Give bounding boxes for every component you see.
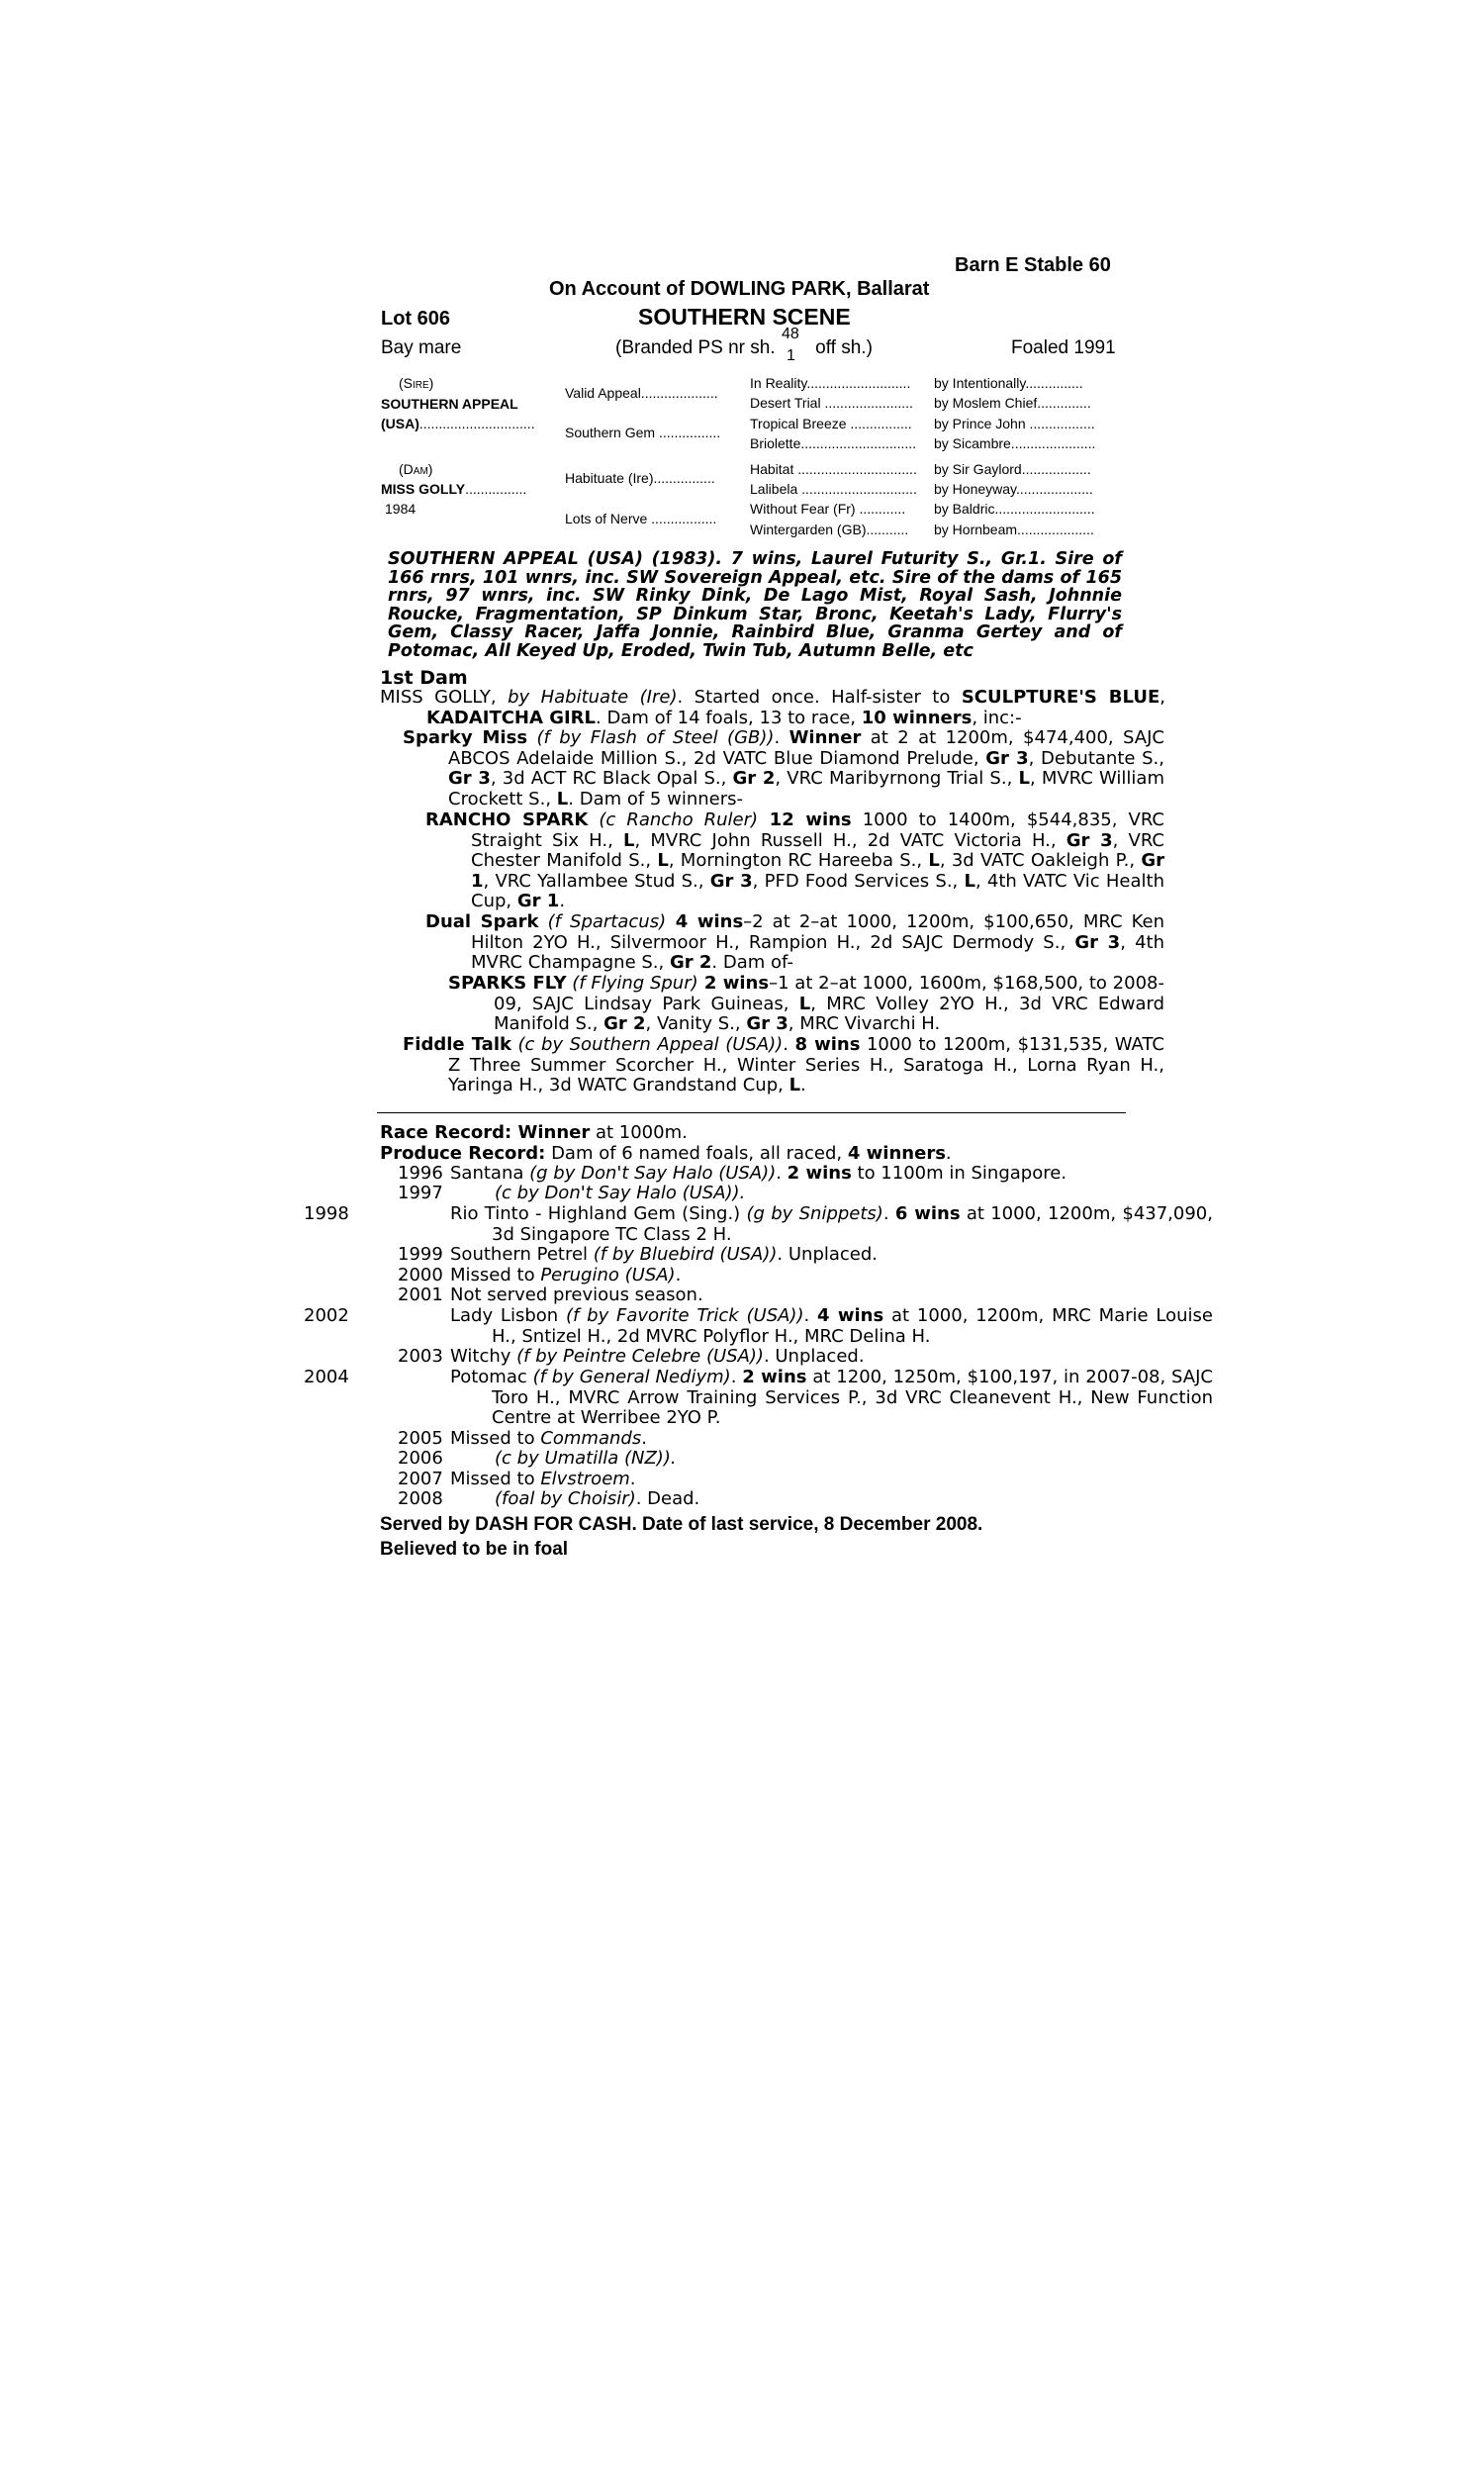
service-note: Served by DASH FOR CASH. Date of last service, 8 December 2008. — [380, 1514, 983, 1535]
ped-g4-8: by Hornbeam.................... — [934, 522, 1094, 537]
ped-g4-4: by Sicambre...................... — [934, 435, 1096, 451]
grandsire-dam: Habituate (Ire)................ — [565, 470, 715, 486]
produce-1997: 1997 (c by Don't Say Halo (USA)). — [398, 1183, 746, 1203]
progeny-rancho-spark: RANCHO SPARK (c Rancho Ruler) 12 wins 1000 to 1400m, $544,835, VRC Straight Six H., L, MVRC John Russell H., 2d VATC Victoria H., Gr 3, VRC Chester Manifold S., L, Mornington RC Hareeba S., L, 3d VATC Oakleigh P., Gr 1, VRC Yallambee Stud S., Gr 3, PFD Food Services S., L, 4th VATC Vic Health Cup, Gr 1. — [425, 809, 1165, 912]
horse-name: SOUTHERN SCENE — [638, 304, 851, 330]
dam-dots: ................ — [465, 481, 527, 497]
vendor-account: On Account of DOWLING PARK, Ballarat — [549, 278, 930, 300]
lot-number: Lot 606 — [381, 308, 451, 330]
ped-g3-8: Wintergarden (GB)........... — [750, 522, 909, 537]
brand-before: (Branded P — [615, 337, 711, 358]
ped-g4-7: by Baldric.......................... — [934, 501, 1095, 517]
produce-2008: 2008 (foal by Choisir). Dead. — [398, 1488, 700, 1509]
in-foal-note: Believed to be in foal — [380, 1539, 569, 1560]
ped-g3-3: Tropical Breeze ................ — [750, 416, 912, 431]
dam-year: 1984 — [385, 501, 417, 517]
ped-g3-2: Desert Trial ....................... — [750, 395, 913, 411]
produce-2007: 2007 Missed to Elvstroem. — [398, 1469, 636, 1489]
ped-g4-5: by Sir Gaylord.................. — [934, 461, 1091, 477]
progeny-sparks-fly: SPARKS FLY (f Flying Spur) 2 wins–1 at 2–at 1000, 1600m, $168,500, to 2008-09, SAJC Lindsay Park Guineas, L, MRC Volley 2YO H., 3d VRC Edward Manifold S., Gr 2, Vanity S., Gr 3, MRC Vivarchi H. — [448, 973, 1164, 1035]
brand-mid: S nr sh. — [710, 337, 776, 358]
produce-2006: 2006 (c by Umatilla (NZ)). — [398, 1448, 677, 1469]
brand-after: off sh.) — [815, 337, 873, 358]
dam-paragraph: MISS GOLLY, by Habituate (Ire). Started once. Half-sister to SCULPTURE'S BLUE, KADAITCHA GIRL. Dam of 14 foals, 13 to race, 10 winners, inc:- — [380, 687, 1165, 728]
progeny-sparky-miss: Sparky Miss (f by Flash of Steel (GB)). Winner at 2 at 1200m, $474,400, SAJC ABCOS Adelaide Million S., 2d VATC Blue Diamond Prelude, Gr 3, Debutante S., Gr 3, 3d ACT RC Black Opal S., Gr 2, VRC Maribyrnong Trial S., L, MVRC William Crockett S., L. Dam of 5 winners- — [403, 727, 1165, 809]
sire-name: SOUTHERN APPEAL — [381, 396, 518, 412]
ped-g3-7: Without Fear (Fr) ............ — [750, 501, 906, 517]
progeny-dual-spark: Dual Spark (f Spartacus) 4 wins–2 at 2–at 1000, 1200m, $100,650, MRC Ken Hilton 2YO H., Silvermoor H., Rampion H., 2d SAJC Dermody S., Gr 3, 4th MVRC Champagne S., Gr 2. Dam of- — [425, 911, 1164, 974]
produce-record: Produce Record: Dam of 6 named foals, all raced, 4 winners. — [380, 1143, 952, 1164]
granddam-dam: Lots of Nerve ................. — [565, 511, 717, 526]
produce-2003: 2003 Witchy (f by Peintre Celebre (USA)). Unplaced. — [398, 1346, 865, 1367]
produce-2001: 2001 Not served previous season. — [398, 1285, 703, 1305]
sire-summary: SOUTHERN APPEAL (USA) (1983). 7 wins, Laurel Futurity S., Gr.1. Sire of 166 rnrs, 101 wnrs, inc. SW Sovereign Appeal, etc. Sire of the dams of 165 rnrs, 97 wnrs, inc. SW Rinky Dink, De Lago Mist, Royal Sash, Johnnie Roucke, Fragmentation, SP Dinkum Star, Bronc, Keetah's Lady, Flurry's Gem, Classy Racer, Jaffa Jonnie, Rainbird Blue, Granma Gertey and of Potomac, All Keyed Up, Eroded, Twin Tub, Autumn Belle, etc — [388, 549, 1122, 661]
produce-1998: 1998 Rio Tinto - Highland Gem (Sing.) (g by Snippets). 6 wins at 1000, 1200m, $437,090, 3d Singapore TC Class 2 H. — [304, 1203, 1213, 1245]
race-record: Race Record: Winner at 1000m. — [380, 1122, 688, 1143]
sire-label: (Sire) — [399, 375, 434, 391]
produce-2002: 2002 Lady Lisbon (f by Favorite Trick (USA)). 4 wins at 1000, 1200m, MRC Marie Louise H., Sntizel H., 2d MVRC Polyflor H., MRC Delina H. — [304, 1305, 1213, 1347]
ped-g3-4: Briolette.............................. — [750, 435, 917, 451]
produce-2000: 2000 Missed to Perugino (USA). — [398, 1265, 682, 1285]
produce-2005: 2005 Missed to Commands. — [398, 1428, 647, 1449]
progeny-fiddle-talk: Fiddle Talk (c by Southern Appeal (USA)). 8 wins 1000 to 1200m, $131,535, WATC Z Three Summer Scorcher H., Winter Series H., Saratoga H., Lorna Ryan H., Yaringa H., 3d WATC Grandstand Cup, L. — [403, 1034, 1164, 1096]
brand-description — [615, 337, 873, 359]
barn-stable: Barn E Stable 60 — [955, 254, 1111, 276]
sire-origin: (USA).............................. — [381, 416, 535, 431]
ped-g3-6: Lalibela .............................. — [750, 481, 917, 497]
ped-g4-3: by Prince John ................. — [934, 416, 1095, 431]
ped-g3-5: Habitat ............................... — [750, 461, 917, 477]
produce-1999: 1999 Southern Petrel (f by Bluebird (USA)). Unplaced. — [398, 1244, 879, 1265]
ped-g3-1: In Reality........................... — [750, 375, 911, 391]
granddam-sire: Southern Gem ................ — [565, 425, 721, 440]
grandsire-sire: Valid Appeal.................... — [565, 385, 718, 401]
dam-label: (Dam) — [399, 461, 433, 477]
ped-g4-6: by Honeyway.................... — [934, 481, 1093, 497]
produce-1996: 1996 Santana (g by Don't Say Halo (USA)). 2 wins to 1100m in Singapore. — [398, 1163, 1067, 1184]
brand-number-bottom: 1 — [787, 347, 795, 364]
foaled-year: Foaled 1991 — [1011, 337, 1116, 358]
produce-2004: 2004 Potomac (f by General Nediym). 2 wins at 1200, 1250m, $100,197, in 2007-08, SAJC Toro H., MVRC Arrow Training Services P., 3d VRC Cleanevent H., New Function Centre at Werribee 2YO P. — [304, 1367, 1213, 1429]
dam-name: MISS GOLLY — [381, 481, 466, 497]
dam-name-line — [381, 481, 526, 497]
ped-g4-2: by Moslem Chief.............. — [934, 395, 1091, 411]
section-divider — [377, 1112, 1126, 1113]
brand-number-top: 48 — [782, 326, 799, 342]
first-dam-heading: 1st Dam — [380, 667, 468, 689]
ped-g4-1: by Intentionally............... — [934, 375, 1083, 391]
sex-colour: Bay mare — [381, 337, 462, 358]
